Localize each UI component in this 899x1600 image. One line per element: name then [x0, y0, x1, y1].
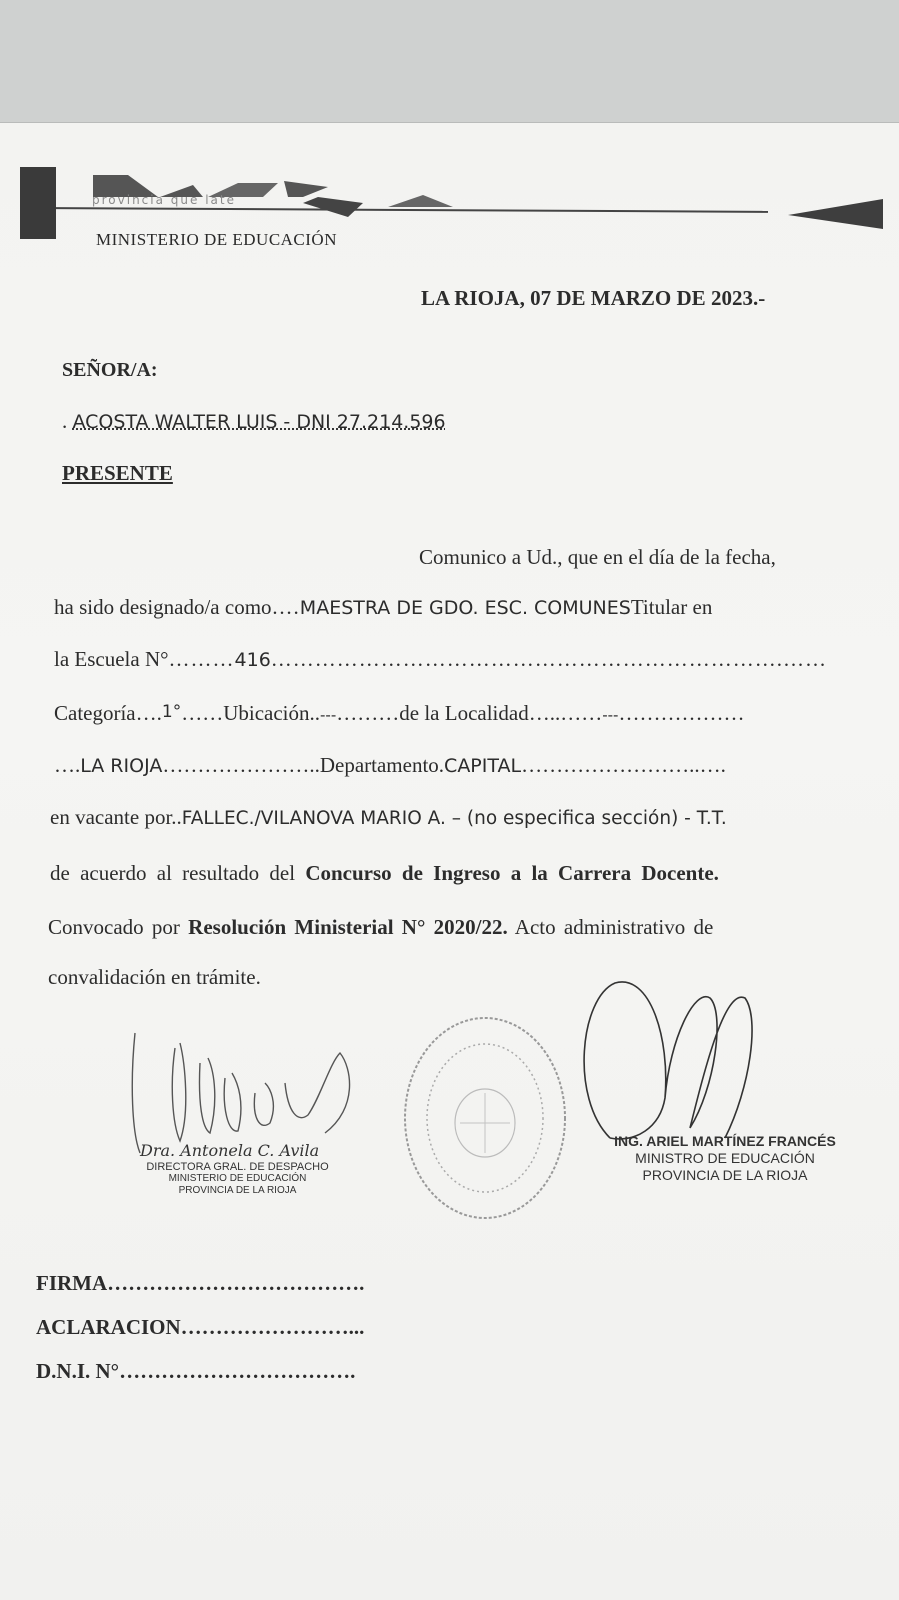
- firma-field: FIRMA……………………………….: [36, 1271, 365, 1295]
- left-signatory-name: Dra. Antonela C. Avila: [140, 1141, 320, 1160]
- department-label: Departamento.: [319, 753, 445, 777]
- body-line-3: [54, 647, 827, 672]
- dni-field: D.N.I. N°…………………………….: [36, 1359, 356, 1383]
- dots: …..……: [528, 701, 603, 725]
- dots: ………………: [618, 701, 745, 725]
- dots: ..: [171, 805, 182, 829]
- left-title-line-1: DIRECTORA GRAL. DE DESPACHO: [146, 1161, 329, 1173]
- right-title-line-2: PROVINCIA DE LA RIOJA: [642, 1167, 808, 1183]
- resolution-ref: Resolución Ministerial N° 2020/22.: [188, 915, 508, 939]
- text-normal: Convocado por: [48, 915, 189, 939]
- city-value: LA RIOJA: [80, 755, 163, 777]
- logo-left-bar: [20, 167, 56, 239]
- locality-label: de la Localidad: [399, 701, 529, 725]
- aclaracion-field: ACLARACION……………………...: [36, 1315, 365, 1339]
- locality-value: ---: [602, 706, 619, 724]
- vacancy-label: en vacante por: [50, 805, 172, 829]
- right-title-line-1: MINISTRO DE EDUCACIÓN: [635, 1150, 815, 1166]
- dots: ….: [135, 701, 162, 725]
- category-label: Categoría: [54, 701, 136, 725]
- location-label: Ubicación: [223, 701, 310, 725]
- right-signature-scribble: [575, 978, 775, 1148]
- ministry-name: MINISTERIO DE EDUCACIÓN: [96, 230, 337, 249]
- dots: ………: [168, 647, 235, 671]
- body-line-1: Comunico a Ud., que en el día de la fecha,: [419, 545, 776, 569]
- body-line-8: [48, 915, 713, 940]
- body-line-6: [50, 805, 727, 830]
- recipient-lead: .: [62, 409, 73, 433]
- dots: ……………………..….: [521, 753, 726, 777]
- right-signatory-name: ING. ARIEL MARTÍNEZ FRANCÉS: [614, 1133, 836, 1149]
- header-right-wedge: [788, 199, 883, 231]
- salutation: SEÑOR/A:: [62, 359, 158, 381]
- body-line-9: convalidación en trámite.: [48, 965, 261, 989]
- date-line: LA RIOJA, 07 DE MARZO DE 2023.-: [421, 286, 766, 310]
- text-normal: de acuerdo al resultado del: [50, 861, 306, 885]
- location-value: ---: [320, 706, 337, 724]
- category-value: 1°: [161, 702, 182, 722]
- titular-label: Titular en: [630, 595, 713, 619]
- dots: ….: [54, 753, 81, 777]
- presente-heading: PRESENTE: [62, 461, 173, 485]
- dots: ……: [181, 701, 224, 725]
- body-line-4: [54, 701, 744, 726]
- department-value: CAPITAL: [444, 755, 522, 777]
- recipient-name: ACOSTA WALTER LUIS - DNI 27.214.596: [72, 411, 446, 433]
- body-line-7: [50, 861, 719, 886]
- left-title-line-2: MINISTERIO DE EDUCACIÓN: [168, 1173, 307, 1184]
- text-normal: Acto administrativo de: [507, 915, 714, 939]
- body-line-5: [54, 753, 726, 778]
- document-page: [0, 122, 899, 1600]
- designation-label: ha sido designado/a como: [54, 595, 272, 619]
- dots: ..: [309, 701, 321, 725]
- school-label: la Escuela N°: [54, 647, 169, 671]
- designation-value: MAESTRA DE GDO. ESC. COMUNES: [299, 597, 631, 619]
- left-signatory-title: [140, 1161, 335, 1197]
- left-title-line-3: PROVINCIA DE LA RIOJA: [178, 1185, 297, 1196]
- official-seal: [400, 1013, 570, 1223]
- contest-name: Concurso de Ingreso a la Carrera Docente.: [305, 861, 719, 885]
- body-line-2: [54, 595, 712, 620]
- dots: …………………………………………………………….……: [270, 647, 828, 671]
- school-number: 416: [234, 649, 271, 671]
- right-signatory-block: [605, 1133, 845, 1184]
- recipient-line: [62, 409, 446, 434]
- dots: …………………..: [162, 753, 320, 777]
- dots: ….: [271, 595, 300, 619]
- brand-tagline: provincia que late: [92, 193, 236, 207]
- vacancy-value: FALLEC./VILANOVA MARIO A. – (no especifica sección) - T.T.: [181, 808, 727, 829]
- dots: ………: [336, 701, 400, 725]
